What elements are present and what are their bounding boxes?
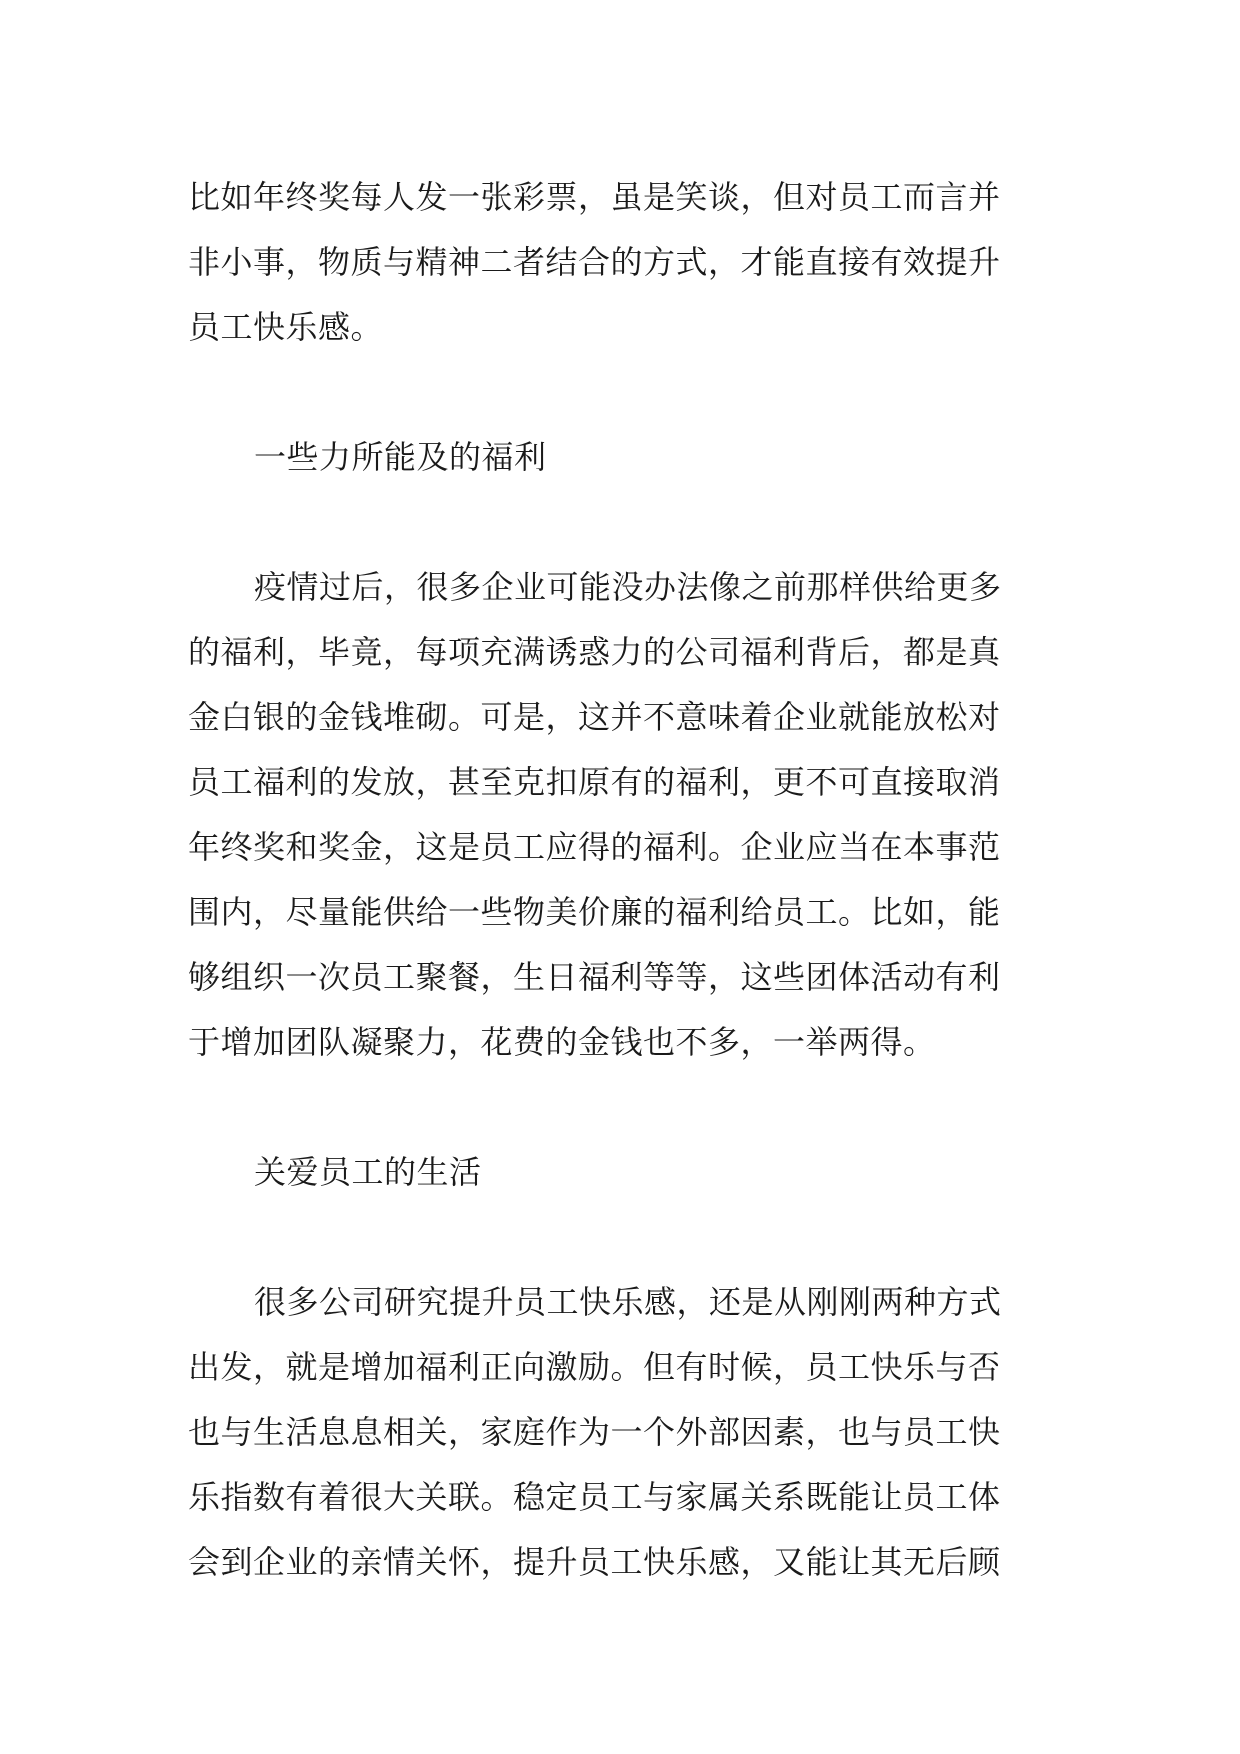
text-line: 金白银的金钱堆砌。可是，这并不意味着企业就能放松对 [188,698,1001,736]
body-paragraph [188,555,1060,1075]
text-line: 员工快乐感。 [188,308,384,346]
section-heading [188,1140,1060,1205]
paragraph-gap [188,1205,1060,1270]
text-line: 非小事，物质与精神二者结合的方式，才能直接有效提升 [188,243,1001,281]
paragraph-gap [188,1075,1060,1140]
section-heading [188,425,1060,490]
document-body [188,165,1060,1595]
text-line: 比如年终奖每人发一张彩票，虽是笑谈，但对员工而言并 [188,178,1001,216]
text-line: 会到企业的亲情关怀，提升员工快乐感，又能让其无后顾 [188,1543,1001,1581]
paragraph-gap [188,490,1060,555]
text-line: 疫情过后，很多企业可能没办法像之前那样供给更多 [254,568,1002,606]
text-line: 出发，就是增加福利正向激励。但有时候，员工快乐与否 [188,1348,1001,1386]
heading-text: 一些力所能及的福利 [254,438,547,476]
body-paragraph [188,1270,1060,1595]
text-line: 的福利，毕竟，每项充满诱惑力的公司福利背后，都是真 [188,633,1001,671]
text-line: 乐指数有着很大关联。稳定员工与家属关系既能让员工体 [188,1478,1001,1516]
text-line: 也与生活息息相关，家庭作为一个外部因素，也与员工快 [188,1413,1001,1451]
text-line: 很多公司研究提升员工快乐感，还是从刚刚两种方式 [254,1283,1002,1321]
text-line: 员工福利的发放，甚至克扣原有的福利，更不可直接取消 [188,763,1001,801]
heading-text: 关爱员工的生活 [254,1153,482,1191]
text-line: 年终奖和奖金，这是员工应得的福利。企业应当在本事范 [188,828,1001,866]
text-line: 于增加团队凝聚力，花费的金钱也不多，一举两得。 [188,1023,936,1061]
text-line: 围内，尽量能供给一些物美价廉的福利给员工。比如，能 [188,893,1001,931]
paragraph-gap [188,360,1060,425]
body-paragraph [188,165,1060,360]
text-line: 够组织一次员工聚餐，生日福利等等，这些团体活动有利 [188,958,1001,996]
